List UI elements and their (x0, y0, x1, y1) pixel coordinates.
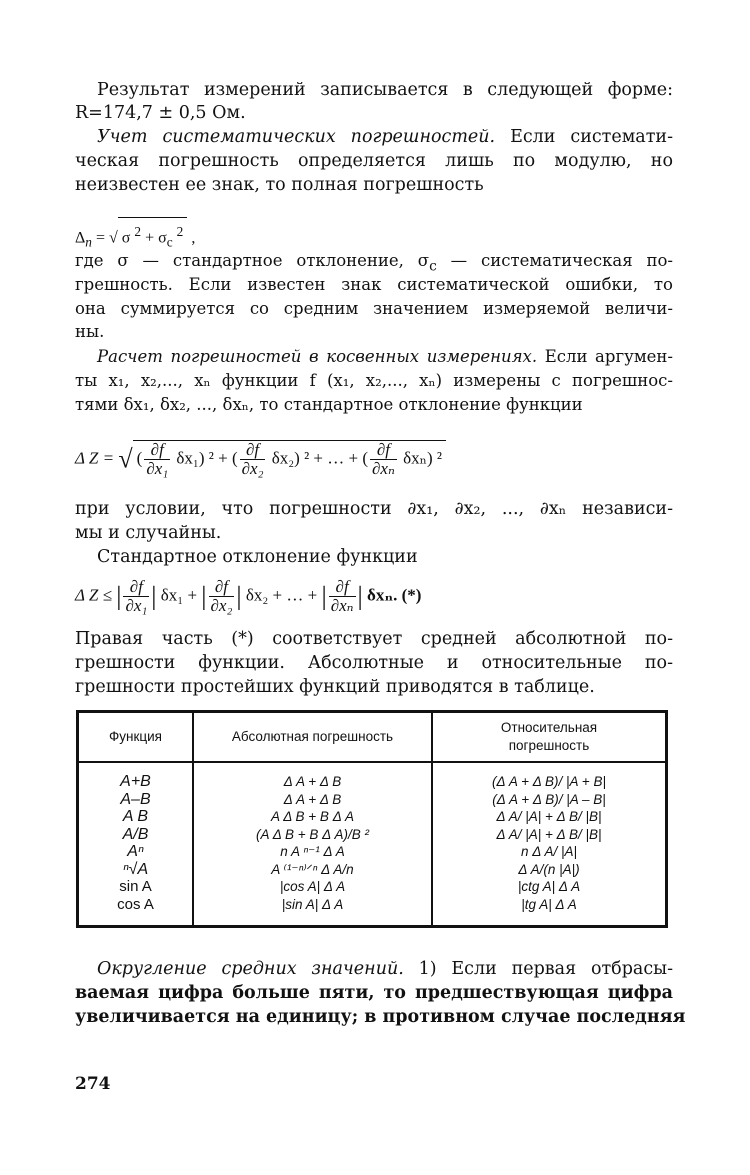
section-heading: Округление средних значений. (97, 959, 404, 979)
table-cell: |tg A| Δ A (521, 896, 577, 912)
formula-text: ∂x₂ (241, 459, 264, 478)
formula-text: √ (118, 444, 133, 474)
formula-text: 2 (134, 224, 142, 239)
table-cell: A/B (122, 825, 149, 843)
formula-text: , (187, 229, 196, 247)
formula-text: δxₙ) ² (403, 448, 442, 468)
formula-text: δxₙ. (*) (367, 585, 422, 605)
formula-text: Δ Z ≤ (75, 585, 112, 605)
text-line (97, 125, 673, 149)
formula-text: δx₁) ² + ( (176, 448, 238, 468)
fraction (144, 441, 170, 478)
text-span: — систематическая по- (436, 251, 674, 270)
text-line: увеличивается на единицу; в противном случае последняя (75, 1007, 686, 1027)
table-cell: Aⁿ (127, 843, 144, 860)
text-line: тями δx₁, δx₂, ..., δxₙ, то стандартное отклонение функции (75, 395, 583, 414)
text-line: неизвестен ее знак, то полная погрешность (75, 175, 484, 195)
table-cell: A ⁽¹⁻ⁿ⁾ᐟⁿ Δ A/n (271, 861, 354, 877)
text-line (97, 957, 673, 981)
formula-text: ∂f (329, 578, 356, 597)
table-cell: A B (122, 808, 149, 825)
formula-text: + σ (141, 229, 167, 247)
text-line: грешность. Если известен знак систематической ошибки, то (75, 275, 673, 294)
formula-std-deviation-bound (75, 578, 421, 615)
table-cell: sin A (119, 878, 152, 895)
formula-text: δx₁ + (160, 585, 198, 605)
formula-text: 2 (176, 224, 184, 239)
text-line: ваемая цифра больше пяти, то предшествующая цифра (75, 983, 673, 1003)
text-span: 1) Если первая отбрасы- (403, 959, 673, 979)
formula-text: ∂x₂ (210, 596, 233, 615)
formula-text: σ (121, 229, 135, 247)
fraction (123, 578, 149, 615)
formula-text: ∂f (240, 441, 266, 460)
table-cell: A–B (120, 790, 151, 808)
section-heading: Расчет погрешностей в косвенных измерениях. (97, 347, 538, 366)
formula-text: Δ (75, 229, 86, 247)
formula-text: | (201, 581, 207, 611)
page-number: 274 (75, 1074, 111, 1094)
formula-text: ∂f (144, 441, 170, 460)
table-cell: |ctg A| Δ A (517, 879, 581, 894)
section-heading: Учет систематических погрешностей. (97, 127, 496, 147)
formula-text: n (85, 234, 92, 250)
table-cell: Δ A/ |A| + Δ B/ |B| (496, 809, 602, 824)
formula-text: δx₂ + … + (245, 585, 318, 605)
text-line: грешности простейших функций приводятся в таблице. (75, 677, 595, 697)
formula-std-deviation (75, 440, 446, 478)
table-cell: Δ A + Δ B (283, 774, 342, 789)
formula-text: ∂f (123, 578, 149, 597)
table-column-function (78, 762, 194, 927)
text-line: Стандартное отклонение функции (97, 547, 418, 567)
formula-text: ( (136, 448, 143, 468)
error-table (76, 710, 668, 928)
table-cell: Δ A/(n |A|) (518, 861, 580, 877)
fraction (329, 578, 356, 615)
table-column-relative (432, 762, 667, 927)
text-span: где σ — стандартное отклонение, σ (75, 251, 430, 270)
table-cell: (A Δ B + B Δ A)/B ² (255, 826, 369, 842)
formula-text: ∂x₁ (146, 459, 169, 478)
formula-text: ∂xₙ (372, 459, 395, 478)
formula-text: = √ (91, 229, 118, 247)
table-column-absolute (193, 762, 432, 927)
formula-text: ∂f (209, 578, 235, 597)
text-line: ческая погрешность определяется лишь по модулю, но (75, 151, 673, 171)
text-span: Если системати- (495, 127, 673, 147)
text-span: c (429, 258, 437, 275)
text-line: мы и случайны. (75, 523, 222, 543)
formula-text: | (236, 581, 242, 611)
table-cell: (Δ A + Δ B)/ |A – B| (492, 791, 606, 807)
text-line: она суммируется со средним значением измеряемой величи- (75, 299, 673, 318)
formula-text: | (116, 581, 122, 611)
formula-text: δx₂) ² + … + ( (271, 448, 369, 468)
text-line: ны. (75, 322, 105, 341)
table-cell: |sin A| Δ A (281, 896, 344, 912)
text-line: грешности функции. Абсолютные и относительные по- (75, 653, 673, 673)
table-cell: n A ⁿ⁻¹ Δ A (280, 844, 345, 859)
table-cell: A Δ B + B Δ A (270, 809, 355, 824)
formula-text: ∂x₁ (125, 596, 148, 615)
formula-text: Δ Z = (75, 448, 115, 468)
formula-text: | (151, 581, 157, 611)
fraction (370, 441, 397, 478)
fraction (240, 441, 266, 478)
text-span: Если аргумен- (537, 347, 673, 366)
table-cell: ⁿ√A (122, 860, 149, 878)
table-cell: n Δ A/ |A| (520, 844, 578, 859)
text-line: ты x₁, x₂,..., xₙ функции f (x₁, x₂,..., xₙ) измерены с погрешнос- (75, 371, 673, 390)
text-line: Правая часть (*) соответствует средней абсолютной по- (75, 629, 673, 649)
formula-text: ∂xₙ (330, 596, 354, 615)
table-cell: (Δ A + Δ B)/ |A + B| (492, 774, 606, 789)
formula-text: | (357, 581, 363, 611)
text-line: R=174,7 ± 0,5 Ом. (75, 103, 246, 123)
fraction (209, 578, 235, 615)
text-line: при условии, что погрешности ∂x₁, ∂x₂, ..., ∂xₙ независи- (75, 499, 673, 519)
table-cell: Δ A + Δ B (283, 791, 342, 807)
table-cell: |cos A| Δ A (279, 879, 346, 894)
table-header: Относительная погрешность (432, 712, 667, 763)
table-cell: cos A (117, 895, 154, 913)
formula-text: ∂f (370, 441, 397, 460)
table-header: Функция (78, 712, 194, 763)
table-cell: Δ A/ |A| + Δ B/ |B| (496, 826, 602, 842)
text-line: Результат измерений записывается в следующей форме: (97, 80, 673, 100)
text-line (97, 345, 673, 369)
table-header: Абсолютная погрешность (193, 712, 432, 763)
formula-text: c (166, 234, 173, 250)
formula-text: | (321, 581, 327, 611)
table-cell: A+B (120, 773, 151, 790)
sqrt-bar (133, 440, 446, 478)
